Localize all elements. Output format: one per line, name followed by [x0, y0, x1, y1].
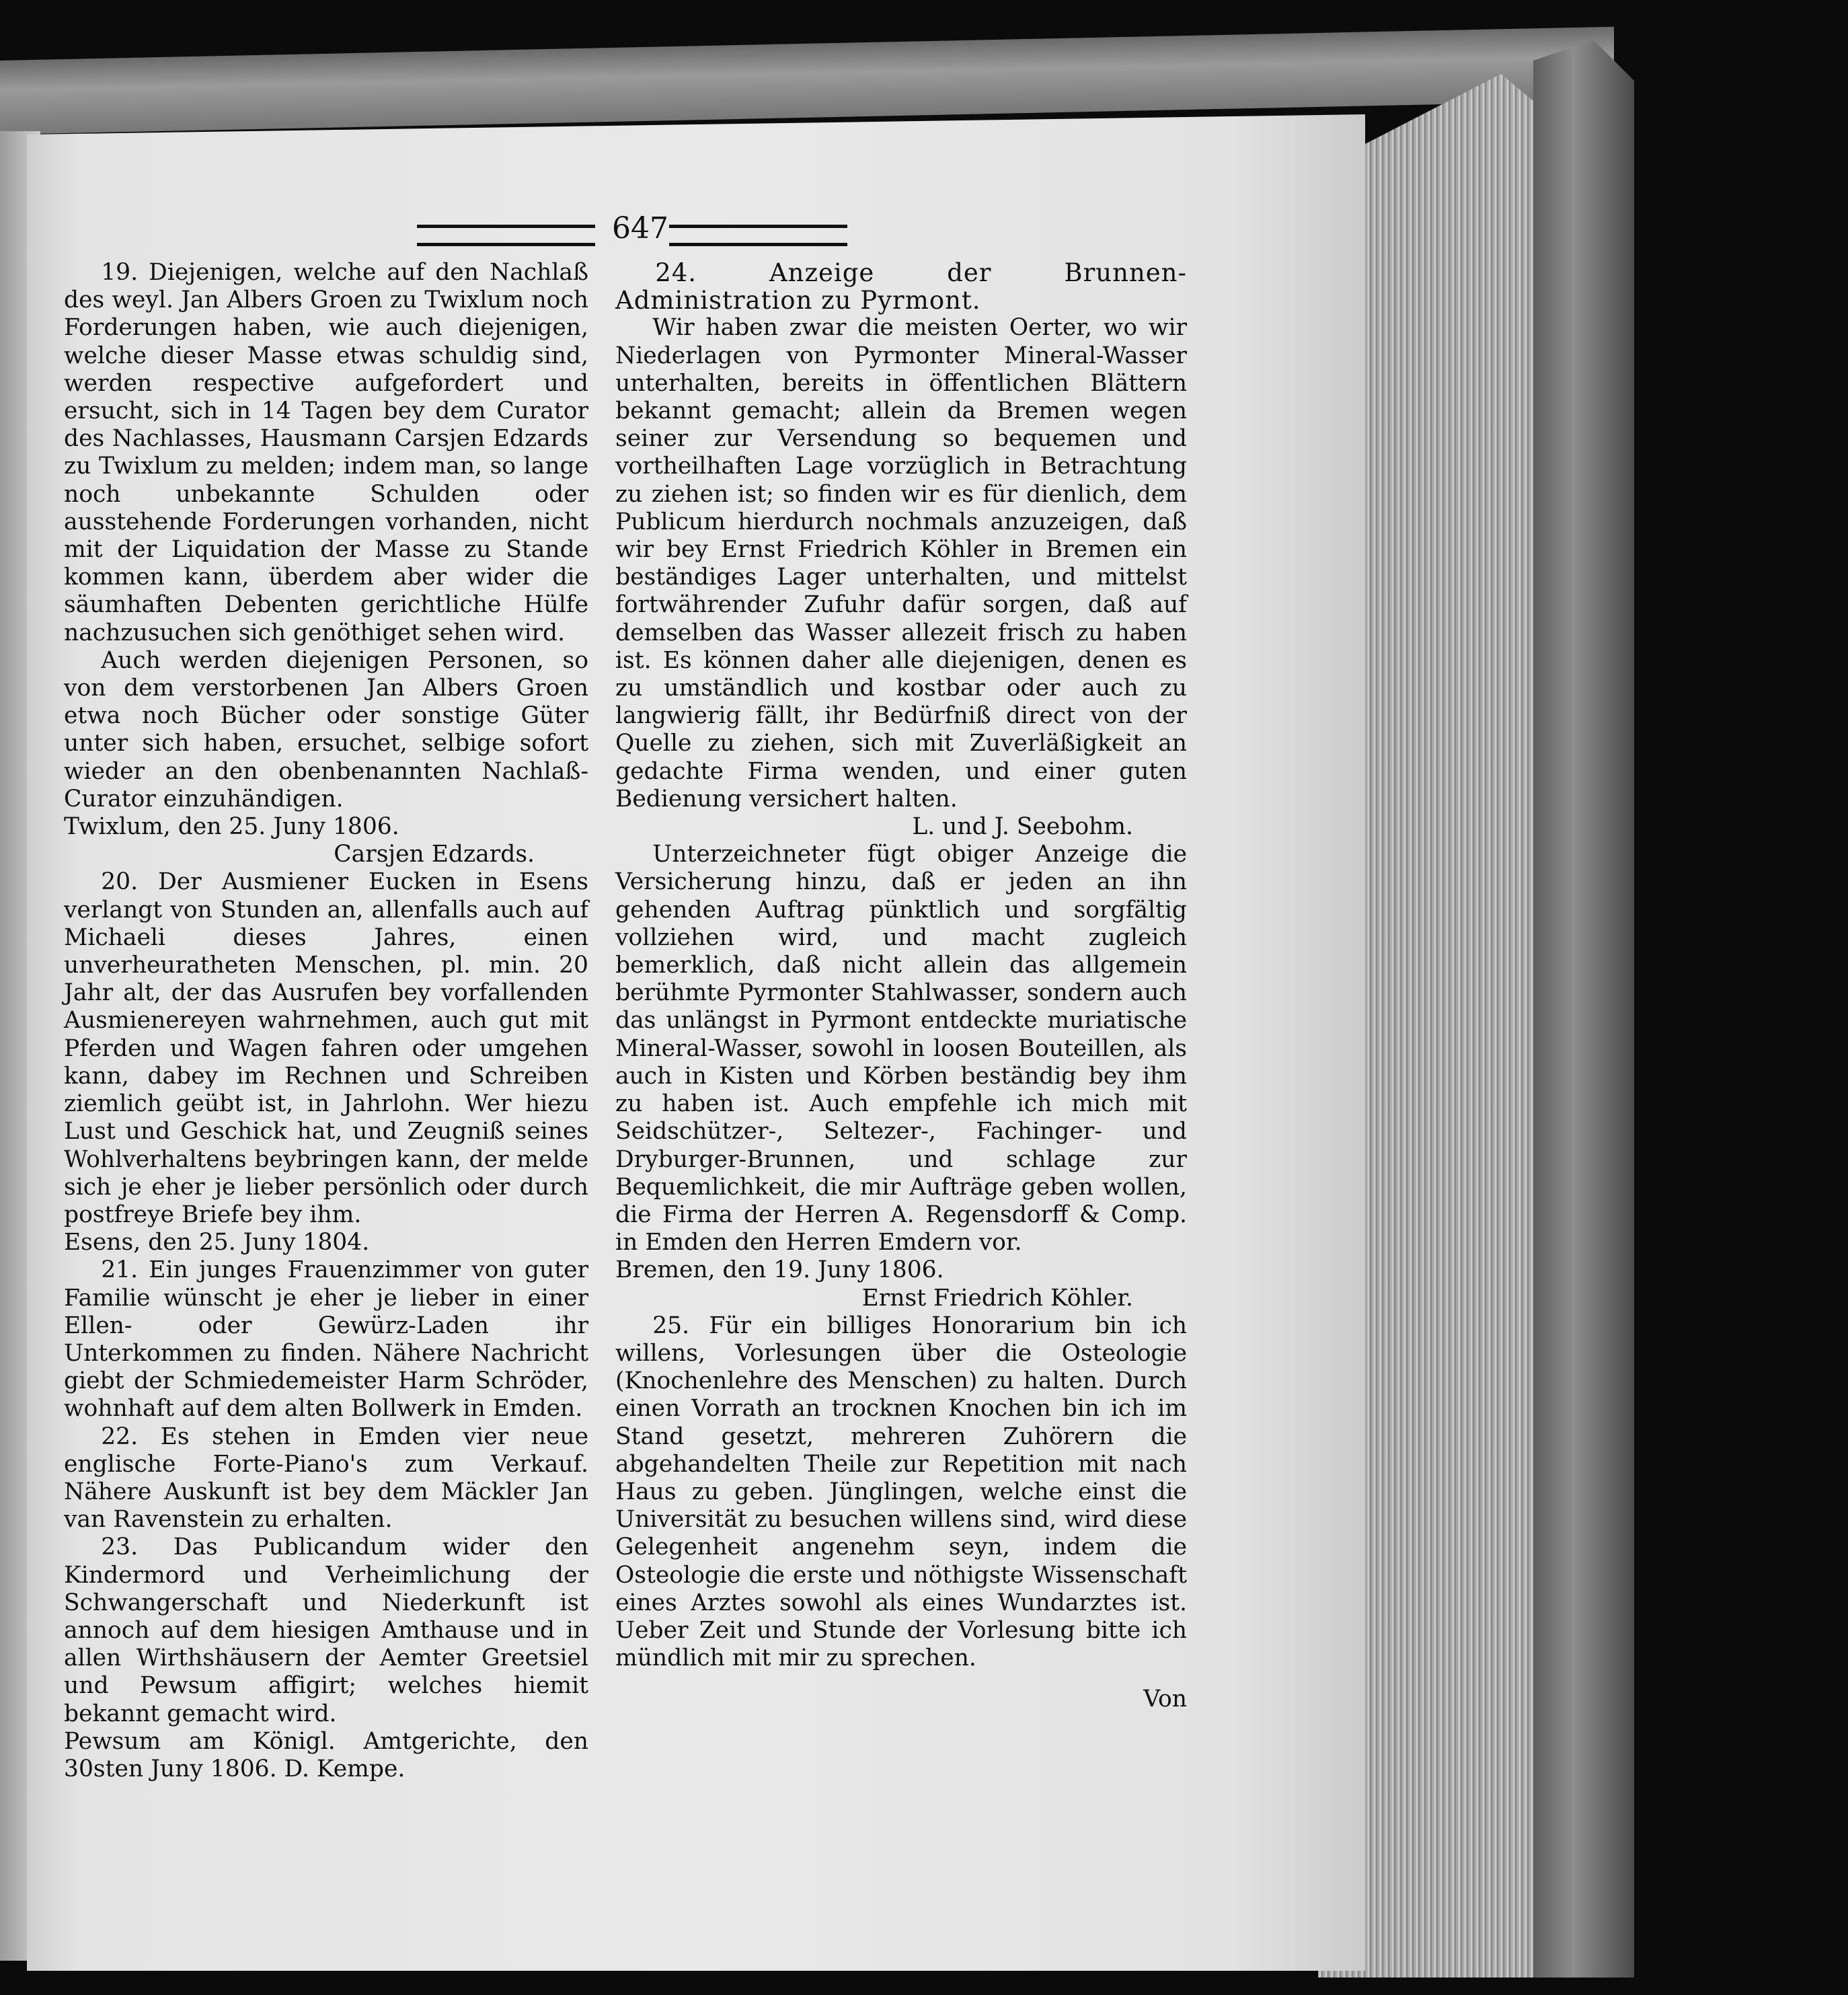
dateline: Esens, den 25. Juny 1804.: [64, 1229, 370, 1256]
dateline: Twixlum, den 25. Juny 1806.: [64, 813, 399, 841]
signature-line: Ernst Friedrich Köhler.: [861, 1284, 1133, 1312]
catchword: Von: [1143, 1686, 1187, 1713]
book-board: [1533, 40, 1634, 1978]
notice-paragraph: 23. Das Publicandum wider den Kindermord und Verheimlichung der Schwangerschaft und Niederkunft ist annoch auf dem hiesigen Amthause und in allen Wirthshäusern der Aemter Greetsiel und Pewsum affigirt; welches hiemit bekannt gemacht wird.: [64, 1534, 588, 1727]
signature-line: L. und J. Seebohm.: [912, 813, 1133, 841]
notice-paragraph: Unterzeichneter fügt obiger Anzeige die Versicherung hinzu, daß er jeden an ihn gehenden Auftrag pünktlich und sorgfältig vollziehen wird, und macht zugleich bemerklich, daß nicht allein das allgemein berühmte Pyrmonter Stahlwasser, sondern auch das unlängst in Pyrmont entdeckte muriatische Mineral-Wasser, sowohl in loosen Bouteillen, als auch in Kisten und Körben beständig bey ihm zu haben ist. Auch empfehle ich mich mit Seidschützer-, Seltezer-, Fachinger- und Dryburger-Brunnen, und schlage zur Bequemlichkeit, die mir Aufträge geben wollen, die Firma der Herren A. Regensdorff & Comp. in Emden den Herren Emdern vor.: [615, 841, 1187, 1256]
notice-paragraph: 21. Ein junges Frauenzimmer von guter Familie wünscht je eher je lieber in einer Ellen- oder Gewürz-Laden ihr Unterkommen zu finden. Nähere Nachricht giebt der Schmiedemeister Harm Schröder, wohnhaft auf dem alten Bollwerk in Emden.: [64, 1256, 588, 1423]
dateline: Pewsum am Königl. Amtgerichte, den 30sten Juny 1806. D. Kempe.: [64, 1727, 588, 1782]
page-header: [417, 211, 847, 256]
notice-heading: 24. Anzeige der Brunnen-Administration zu Pyrmont.: [615, 258, 1187, 315]
notice-paragraph: Wir haben zwar die meisten Oerter, wo wir Niederlagen von Pyrmonter Mineral-Wasser unterhalten, bereits in öffentlichen Blättern bekannt gemacht; allein da Bremen wegen seiner zur Versendung so bequemen und vortheilhaften Lage vorzüglich in Betrachtung zu ziehen ist; so finden wir es für dienlich, dem Publicum hierdurch nochmals anzuzeigen, daß wir bey Ernst Friedrich Köhler in Bremen ein beständiges Lager unterhalten, und mittelst fortwährender Zufuhr dafür sorgen, daß auf demselben das Wasser allezeit frisch zu haben ist. Es können daher alle diejenigen, denen es zu umständlich und kostbar oder auch zu langwierig fällt, ihr Bedürfniß direct von der Quelle zu ziehen, sich mit Zuverläßigkeit an gedachte Firma wenden, und einer guten Bedienung versichert halten.: [615, 314, 1187, 813]
notice-paragraph: 19. Diejenigen, welche auf den Nachlaß des weyl. Jan Albers Groen zu Twixlum noch Forderungen haben, wie auch diejenigen, welche dieser Masse etwas schuldig sind, werden respective aufgefordert und ersucht, sich in 14 Tagen bey dem Curator des Nachlasses, Hausmann Carsjen Edzards zu Twixlum zu melden; indem man, so lange noch unbekannte Schulden oder ausstehende Forderungen vorhanden, nicht mit der Liquidation der Masse zu Stande kommen kann, überdem aber wider die säumhaften Debenten gerichtliche Hülfe nachzusuchen sich genöthiget sehen wird.: [64, 259, 588, 646]
header-rule-right: [669, 225, 847, 246]
notice-paragraph: 25. Für ein billiges Honorarium bin ich willens, Vorlesungen über die Osteologie (Knochenlehre des Menschen) zu halten. Durch einen Vorrath an trocknen Knochen bin ich im Stand gesetzt, mehreren Zuhörern die abgehandelten Theile zur Repetition mit nach Haus zu geben. Jünglingen, welche einst die Universität zu besuchen willens sind, wird diese Gelegenheit angenehm seyn, indem die Osteologie die erste und nöthigste Wissenschaft eines Arztes sowohl als eines Wundarztes ist. Ueber Zeit und Stunde der Vorlesung bitte ich mündlich mit mir zu sprechen.: [615, 1312, 1187, 1672]
notice-paragraph: 20. Der Ausmiener Eucken in Esens verlangt von Stunden an, allenfalls auch auf Michaeli dieses Jahres, einen unverheuratheten Menschen, pl. min. 20 Jahr alt, der das Ausrufen bey vorfallenden Ausmienereyen wahrnehmen, auch gut mit Pferden und Wagen fahren oder umgehen kann, dabey im Rechnen und Schreiben ziemlich geübt ist, in Jahrlohn. Wer hiezu Lust und Geschick hat, und Zeugniß seines Wohlverhaltens beybringen kann, der melde sich je eher je lieber persönlich oder durch postfreye Briefe bey ihm.: [64, 868, 588, 1228]
right-column: [615, 259, 1187, 1714]
page-number: 647: [612, 211, 668, 246]
book-cover-top: [0, 27, 1614, 135]
notice-paragraph: 22. Es stehen in Emden vier neue englische Forte-Piano's zum Verkauf. Nähere Auskunft ist bey dem Mäckler Jan van Ravenstein zu erhalten.: [64, 1423, 588, 1534]
left-column: [64, 259, 588, 1783]
signature-line: Carsjen Edzards.: [334, 841, 535, 868]
header-rule-left: [417, 225, 595, 246]
dateline: Bremen, den 19. Juny 1806.: [615, 1256, 944, 1284]
notice-paragraph: Auch werden diejenigen Personen, so von dem verstorbenen Jan Albers Groen etwa noch Bücher oder sonstige Güter unter sich haben, ersuchet, selbige sofort wieder an den obenbenannten Nachlaß-Curator einzuhändigen.: [64, 646, 588, 813]
